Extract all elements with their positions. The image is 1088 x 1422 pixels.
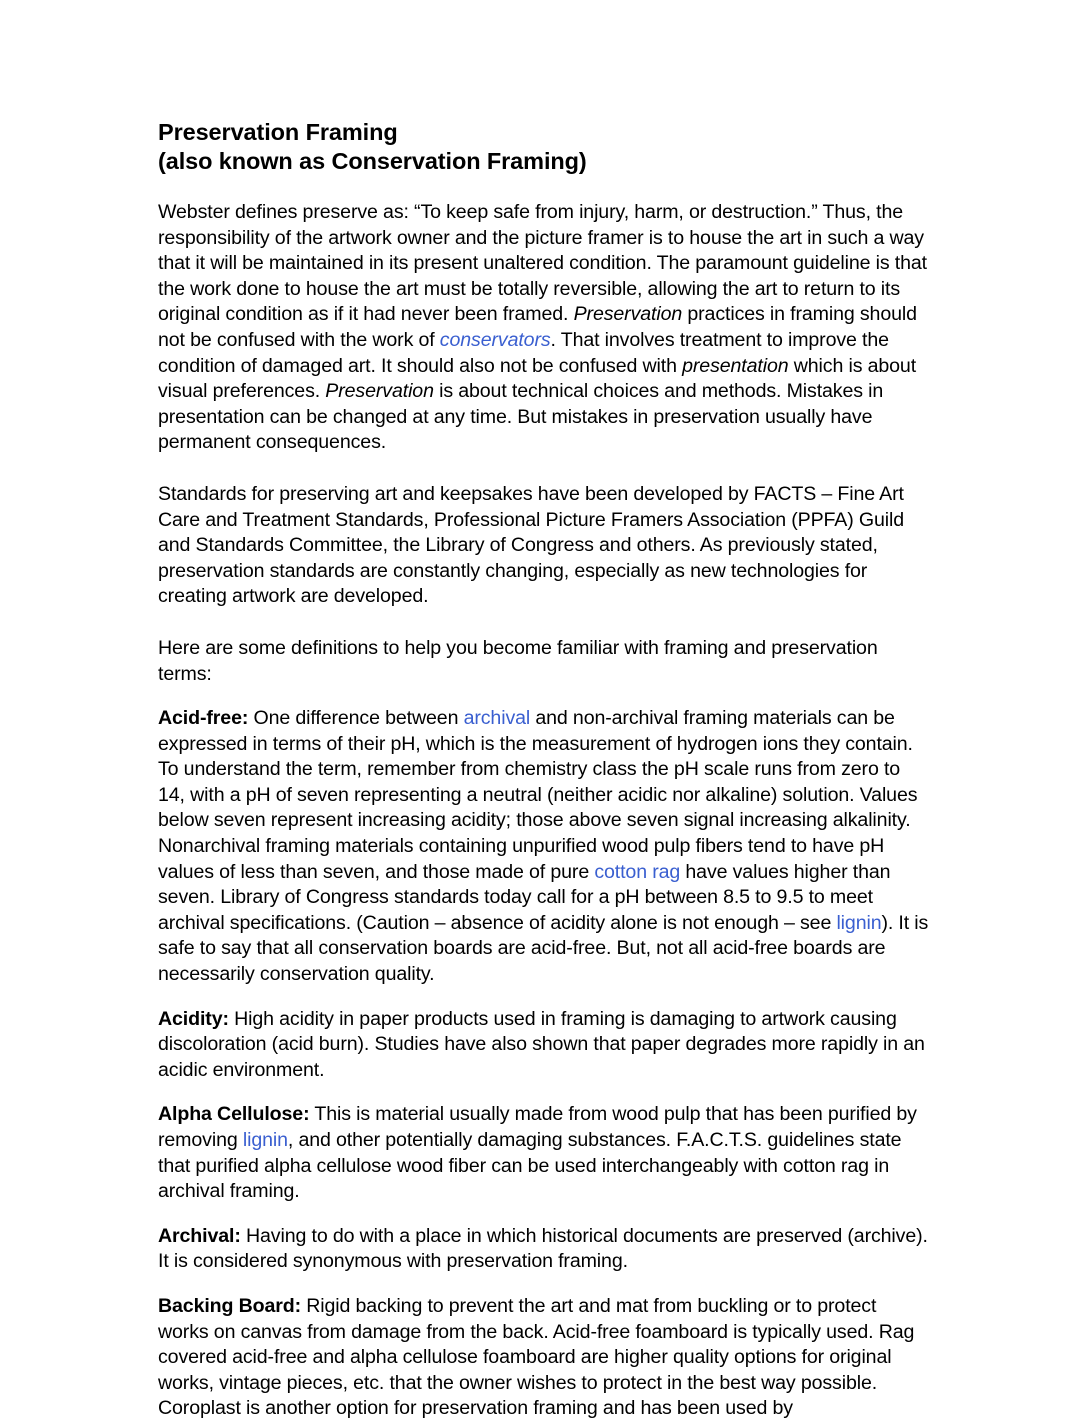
definition-backing-board [158,1294,930,1422]
definition-archival [158,1224,930,1275]
backing-board-text-a: Rigid backing to prevent the art and mat from buckling or to protect works on canvas from damage from the back. Acid-free foamboard is typically used. Rag covered acid-free and alpha cellulose foamboard are higher quality options for original works, vintage pieces, etc. that the owner wishes to protect in the best way possible. Coroplast is another option for preservation framing and has been used by [158,1294,915,1420]
page-title-line-2: (also known as Conservation Framing) [158,148,587,174]
definition-term-backing-board: Backing Board: [158,1294,302,1317]
emphasis-preservation-2: Preservation [325,380,434,403]
emphasis-presentation: presentation [682,354,789,377]
definition-term-acid-free: Acid-free: [158,707,249,730]
acid-free-text-d: ). It is safe to say that all conservation boards are acid-free. But, not all acid-free boards are necessarily conservation quality. [158,911,929,986]
definition-term-archival: Archival: [158,1224,241,1247]
intro-1-text-b: practices in framing should not be confused with the work of [158,303,917,351]
page-title [158,118,930,176]
emphasis-preservation-1: Preservation [573,303,683,326]
link-lignin-1[interactable]: lignin [836,911,882,934]
intro-1-text-d: which is about visual preferences. [158,354,917,403]
definition-term-alpha-cellulose: Alpha Cellulose: [158,1103,310,1126]
definition-acid-free [158,706,930,988]
alpha-cellulose-text-a: This is material usually made from wood pulp that has been purified by removing [158,1103,917,1151]
acid-free-text-a: One difference between [248,707,464,730]
link-lignin-2[interactable]: lignin [242,1129,288,1151]
definition-term-acidity: Acidity: [158,1007,229,1030]
acidity-text-a: High acidity in paper products used in framing is damaging to artwork causing discoloration (acid burn). Studies have also shown that paper degrades more rapidly in an acidic environment. [158,1007,925,1081]
paragraph-intro-2: Standards for preserving art and keepsakes have been developed by FACTS – Fine Art Care and Treatment Standards, Professional Picture Framers Association (PPFA) Guild and Standards Committee, the Library of Congress and others. As previously stated, preservation standards are constantly changing, especially as new technologies for creating artwork are developed. [158,482,905,608]
definition-acidity [158,1007,930,1084]
acid-free-text-c: have values higher than seven. Library of Congress standards today call for a pH between 8.5 to 9.5 to meet archival specifications. (Caution – absence of acidity alone is not enough – see [158,860,891,934]
intro-1-text-a: Webster defines preserve as: “To keep safe from injury, harm, or destruction.” Thus, the responsibility of the artwork owner and the picture framer is to house the art in such a way that it will be maintained in its present unaltered condition. The paramount guideline is that the work done to house the art must be totally reversible, allowing the art to return to its original condition as if it had never been framed. [158,201,928,326]
intro-1-text-e: is about technical choices and methods. Mistakes in presentation can be changed at any time. But mistakes in preservation usually have permanent consequences. [158,380,884,454]
link-cotton-rag[interactable]: cotton rag [594,860,681,883]
paragraph-intro-3: Here are some definitions to help you become familiar with framing and preservation terms: [158,636,878,685]
alpha-cellulose-text-b: , and other potentially damaging substances. F.A.C.T.S. guidelines state that purified alpha cellulose wood fiber can be used interchangeably with cotton rag in archival framing. [158,1129,902,1203]
paragraph-intro-1 [158,200,930,456]
link-conservators[interactable]: conservators [439,328,551,351]
intro-1-text-c: . That involves treatment to improve the condition of damaged art. It should also not be confused with [158,328,889,377]
definition-alpha-cellulose [158,1102,930,1204]
page-title-line-1: Preservation Framing [158,119,398,145]
acid-free-text-b: and non-archival framing materials can be expressed in terms of their pH, which is the measurement of hydrogen ions they contain. To understand the term, remember from chemistry class the pH scale runs from zero to 14, with a pH of seven representing a neutral (neither acidic nor alkaline) solution. Values below seven represent increasing acidity; those above seven signal increasing alkalinity. Nonarchival framing materials containing unpurified wood pulp fibers tend to have pH values of less than seven, and those made of pure [158,707,918,883]
link-archival[interactable]: archival [463,707,531,730]
archival-text-a: Having to do with a place in which historical documents are preserved (archive). It is considered synonymous with preservation framing. [158,1224,928,1273]
